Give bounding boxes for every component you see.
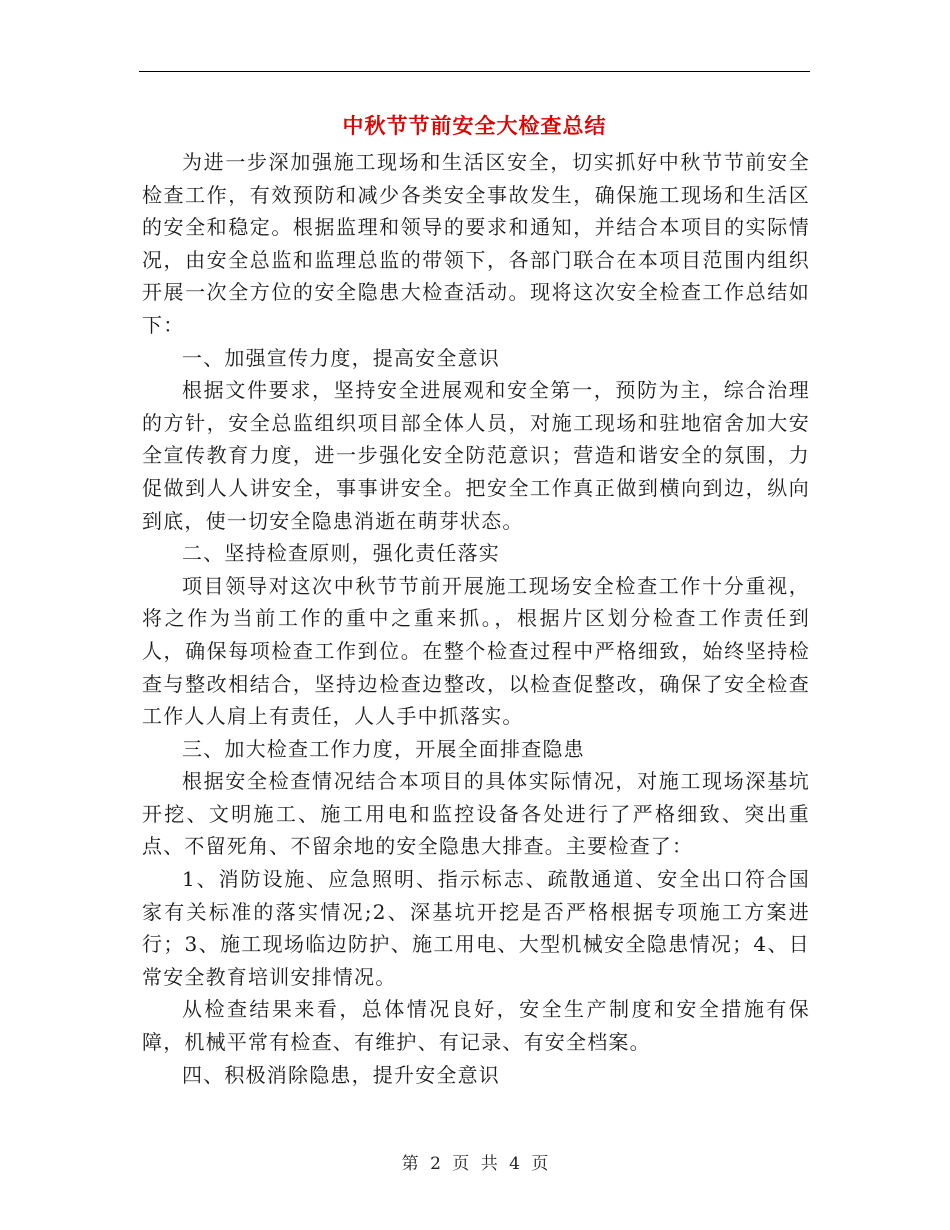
footer-suffix: 页 (531, 1154, 549, 1174)
section-paragraph-2: 项目领导对这次中秋节节前开展施工现场安全检查工作十分重视，将之作为当前工作的重中之重来抓。，根据片区划分检查工作责任到人，确保每项检查工作到位。在整个检查过程中严格细致，始终坚持检查与整改相结合，坚持边检查边整改，以检查促整改，确保了安全检查工作人人肩上有责任，人人手中抓落实。 (142, 573, 810, 729)
section-heading-4: 四、积极消除隐患，提升安全意识 (182, 1062, 500, 1087)
footer-page-word: 页 (452, 1154, 470, 1174)
header-rule (139, 71, 810, 72)
section-paragraph-1: 根据文件要求，坚持安全进展观和安全第一，预防为主，综合治理的方针，安全总监组织项目部全体人员，对施工现场和驻地宿舍加大安全宣传教育力度，进一步强化安全防范意识；营造和谐安全的氛围，力促做到人人讲安全，事事讲安全。把安全工作真正做到横向到边，纵向到底，使一切安全隐患消逝在萌芽状态。 (142, 378, 810, 533)
footer-total-word: 共 (480, 1154, 498, 1174)
document-title: 中秋节节前安全大检查总结 (342, 113, 607, 138)
document-body (142, 146, 810, 1091)
footer-prefix: 第 (401, 1154, 419, 1174)
section-heading-3: 三、加大检查工作力度，开展全面排查隐患 (182, 736, 585, 761)
footer-total-pages: 4 (509, 1154, 520, 1174)
result-paragraph: 从检查结果来看，总体情况良好，安全生产制度和安全措施有保障，机械平常有检查、有维护、有记录、有安全档案。 (142, 997, 810, 1055)
intro-paragraph: 为进一步深加强施工现场和生活区安全，切实抓好中秋节节前安全检查工作，有效预防和减少各类安全事故发生，确保施工现场和生活区的安全和稳定。根据监理和领导的要求和通知，并结合本项目的实际情况，由安全总监和监理总监的带领下，各部门联合在本项目范围内组织开展一次全方位的安全隐患大检查活动。现将这次安全检查工作总结如下： (142, 150, 810, 337)
section-heading-2: 二、坚持检查原则，强化责任落实 (182, 541, 500, 566)
page-footer (0, 1152, 950, 1176)
checklist-paragraph: 1、消防设施、应急照明、指示标志、疏散通道、安全出口符合国家有关标准的落实情况;2、深基坑开挖是否严格根据专项施工方案进行；3、施工现场临边防护、施工用电、大型机械安全隐患情况；4、日常安全教育培训安排情况。 (142, 867, 810, 989)
section-heading-1: 一、加强宣传力度，提高安全意识 (182, 345, 500, 370)
section-paragraph-3: 根据安全检查情况结合本项目的具体实际情况，对施工现场深基坑开挖、文明施工、施工用电和监控设备各处进行了严格细致、突出重点、不留死角、不留余地的安全隐患大排查。主要检查了： (142, 769, 810, 859)
footer-current-page: 2 (430, 1154, 441, 1174)
